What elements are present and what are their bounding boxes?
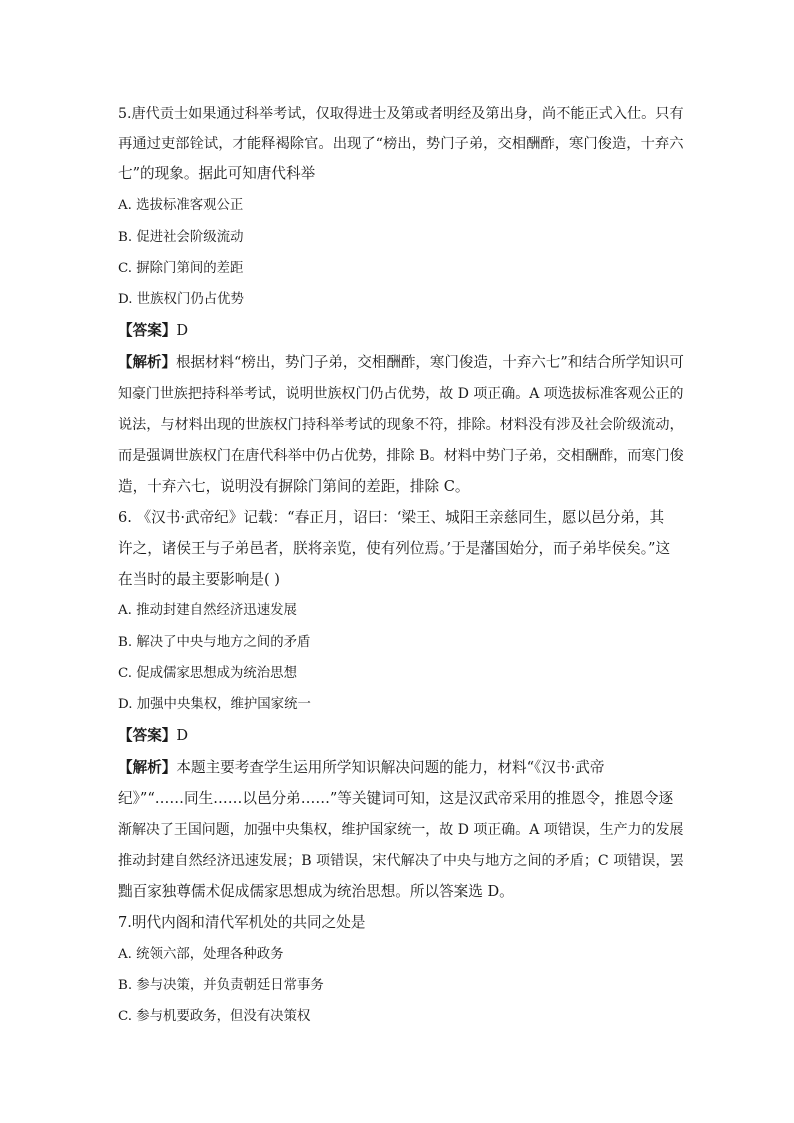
q6-stem-line-2: 许之，诸侯王与子弟邑者，朕将亲览，使有列位焉。’于是藩国始分，而子弟毕侯矣。”这 (118, 540, 671, 557)
q5-analysis-line-4: 而是强调世族权门在唐代科举中仍占优势，排除 B。材料中势门子弟，交相酬酢，而寒门俊 (118, 448, 684, 464)
q7-stem-line-1: 7.明代内阁和清代军机处的共同之处是 (118, 914, 366, 931)
q6-stem-line-3: 在当时的最主要影响是( ) (118, 571, 280, 588)
q5-option-a: A. 选拔标准客观公正 (118, 198, 244, 213)
q6-answer-value: D (176, 727, 189, 744)
q6-analysis-label: 【解析】 (118, 759, 177, 776)
q6-answer-label: 【答案】 (118, 727, 177, 744)
q6-analysis-line-3: 渐解决了王国问题，加强中央集权，维护国家统一，故 D 项正确。A 项错误，生产力的发展 (118, 822, 684, 838)
q5-option-d: D. 世族权门仍占优势 (118, 292, 244, 307)
q5-option-b: B. 促进社会阶级流动 (118, 230, 244, 245)
q6-option-d: D. 加强中央集权，维护国家统一 (118, 697, 311, 712)
q5-stem-line-1: 5.唐代贡士如果通过科举考试，仅取得进士及第或者明经及第出身，尚不能正式入仕。只有 (118, 106, 684, 122)
q6-analysis-line-1 (118, 758, 604, 778)
q6-analysis-line-2: 纪》”“……同生……以邑分弟……”等关键词可知，这是汉武帝采用的推恩令，推恩令逐 (118, 790, 674, 807)
q6-analysis-line-4: 推动封建自然经济迅速发展；B 项错误，宋代解决了中央与地方之间的矛盾；C 项错误，罢 (118, 853, 684, 869)
q6-option-c: C. 促成儒家思想成为统治思想 (118, 666, 297, 681)
q6-analysis-line-5: 黜百家独尊儒术促成儒家思想成为统治思想。所以答案选 D。 (118, 883, 514, 900)
q6-option-a: A. 推动封建自然经济迅速发展 (118, 603, 297, 618)
q5-option-c: C. 摒除门第间的差距 (118, 261, 244, 276)
q5-analysis-line-3: 说法，与材料出现的世族权门持科举考试的现象不符，排除。材料没有涉及社会阶级流动， (118, 417, 684, 433)
q5-answer-label: 【答案】 (118, 322, 177, 339)
q5-analysis-line-1 (118, 353, 684, 373)
q7-option-c: C. 参与机要政务，但没有决策权 (118, 1009, 311, 1024)
q5-analysis-text-1: 根据材料“榜出，势门子弟，交相酬酢，寒门俊造，十弃六七”和结合所学知识可 (176, 355, 684, 371)
q5-answer-value: D (176, 322, 189, 339)
q5-analysis-line-2: 知豪门世族把持科举考试，说明世族权门仍占优势，故 D 项正确。A 项选拔标准客观公正的 (118, 386, 684, 402)
q5-stem-line-2: 再通过吏部铨试，才能释褐除官。出现了“榜出，势门子弟，交相酬酢，寒门俊造，十弃六 (118, 136, 684, 152)
q6-option-b: B. 解决了中央与地方之间的矛盾 (118, 635, 311, 650)
q5-analysis-label: 【解析】 (118, 354, 176, 371)
q5-answer (118, 321, 188, 341)
q6-analysis-text-1: 本题主要考查学生运用所学知识解决问题的能力，材料“《汉书·武帝 (176, 759, 605, 776)
q5-stem-line-3: 七”的现象。据此可知唐代科举 (118, 165, 316, 182)
q7-option-a: A. 统领六部，处理各种政务 (118, 947, 284, 962)
q5-analysis-line-5: 造，十弃六七，说明没有摒除门第间的差距，排除 C。 (118, 478, 470, 495)
q7-option-b: B. 参与决策，并负责朝廷日常事务 (118, 978, 324, 993)
q6-answer (118, 726, 188, 746)
q6-stem-line-1: 6. 《汉书·武帝纪》记载：“春正月，诏曰：‘梁王、城阳王亲慈同生，愿以邑分弟，其 (118, 509, 665, 526)
